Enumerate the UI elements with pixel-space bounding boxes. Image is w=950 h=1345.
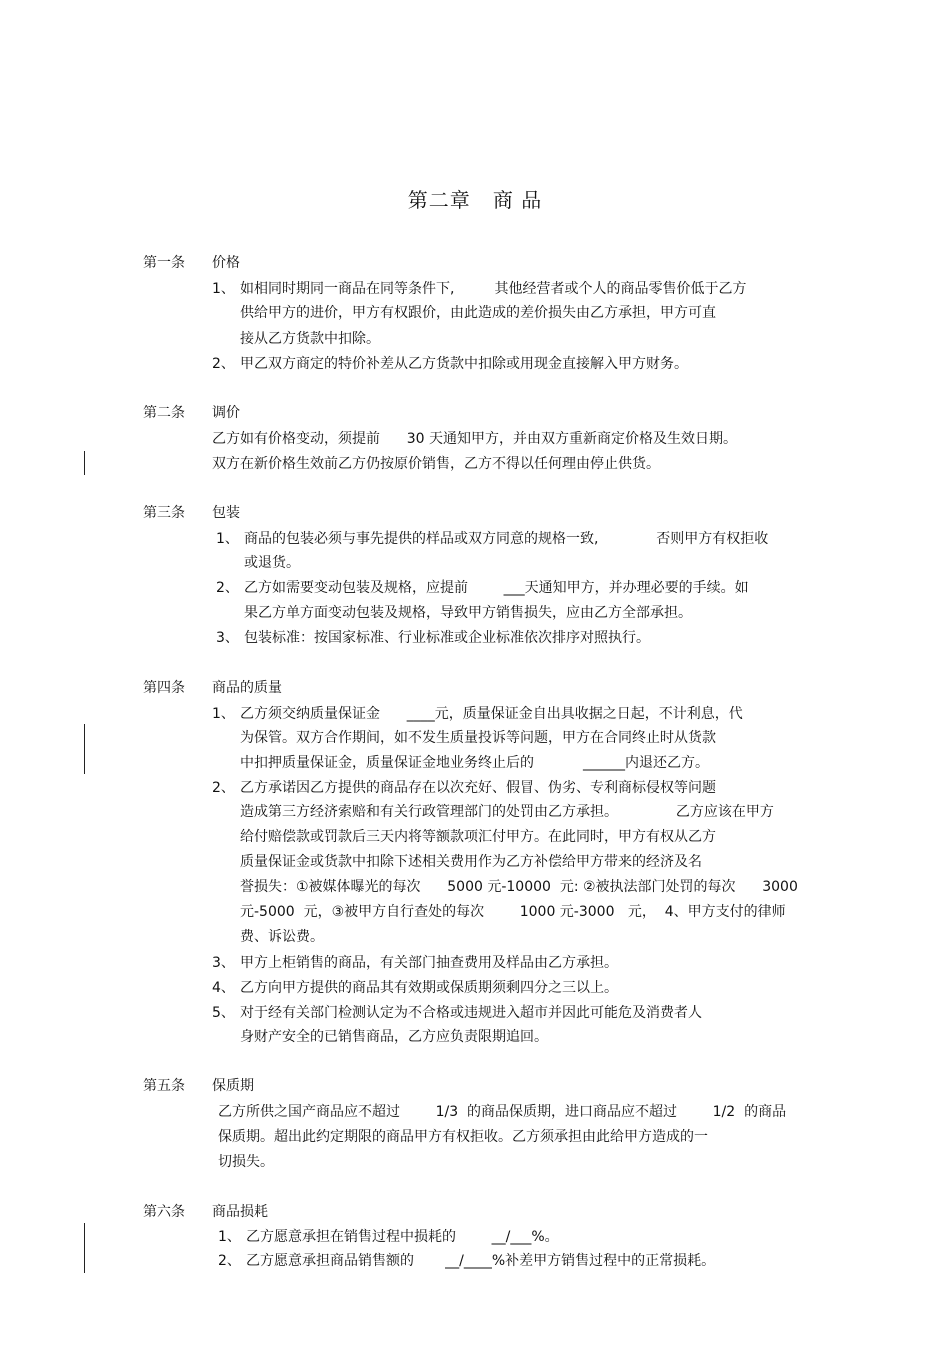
article-title: 商品的质量 bbox=[212, 680, 282, 696]
text-line: 中扣押质量保证金，质量保证金地业务终止后的 ______内退还乙方。 bbox=[240, 755, 709, 771]
text-line: 元-5000 元，③被甲方自行查处的每次 1000 元-3000 元， 4、甲方支付的律师 bbox=[240, 904, 786, 920]
text-line: 身财产安全的已销售商品，乙方应负责限期追回。 bbox=[240, 1029, 548, 1045]
item-number: 5、 bbox=[212, 1005, 235, 1021]
text-line: 誉损失：①被媒体曝光的每次 5000 元-10000 元: ②被执法部门处罚的每次 3000 bbox=[240, 879, 798, 895]
item-number: 1、 bbox=[212, 281, 235, 297]
text-line: 乙方向甲方提供的商品其有效期或保质期须剩四分之三以上。 bbox=[240, 980, 618, 996]
text-line: 或退货。 bbox=[244, 555, 300, 571]
item-number: 1、 bbox=[216, 531, 239, 547]
text-line: 质量保证金或货款中扣除下述相关费用作为乙方补偿给甲方带来的经济及名 bbox=[240, 854, 702, 870]
item-number: 2、 bbox=[212, 780, 235, 796]
item-number: 4、 bbox=[212, 980, 235, 996]
text-line: 乙方如有价格变动，须提前 30 天通知甲方，并由双方重新商定价格及生效日期。 bbox=[212, 431, 737, 447]
text-line: 包装标准：按国家标准、行业标准或企业标准依次排序对照执行。 bbox=[244, 630, 650, 646]
text-line: 对于经有关部门检测认定为不合格或违规进入超市并因此可能危及消费者人 bbox=[240, 1005, 702, 1021]
chapter-title: 第二章 商 品 bbox=[407, 188, 543, 212]
text-line: 甲乙双方商定的特价补差从乙方货款中扣除或用现金直接解入甲方财务。 bbox=[240, 356, 688, 372]
revision-bar bbox=[84, 724, 85, 774]
article-label: 第四条 bbox=[143, 680, 185, 696]
item-number: 1、 bbox=[218, 1229, 241, 1245]
article-label: 第三条 bbox=[143, 505, 185, 521]
text-line: 乙方承诺因乙方提供的商品存在以次充好、假冒、伪劣、专利商标侵权等问题 bbox=[240, 780, 716, 796]
text-line: 乙方如需要变动包装及规格，应提前 ___天通知甲方，并办理必要的手续。如 bbox=[244, 580, 749, 596]
text-line: 乙方须交纳质量保证金 ____元，质量保证金自出具收据之日起，不计利息，代 bbox=[240, 706, 743, 722]
item-number: 3、 bbox=[216, 630, 239, 646]
item-number: 3、 bbox=[212, 955, 235, 971]
article-label: 第六条 bbox=[143, 1204, 185, 1220]
text-line: 乙方愿意承担在销售过程中损耗的 __/___%。 bbox=[246, 1229, 559, 1245]
article-title: 保质期 bbox=[212, 1078, 254, 1094]
text-line: 造成第三方经济索赔和有关行政管理部门的处罚由乙方承担。 乙方应该在甲方 bbox=[240, 804, 774, 820]
text-line: 乙方所供之国产商品应不超过 1/3 的商品保质期，进口商品应不超过 1/2 的商品 bbox=[218, 1104, 787, 1120]
revision-bar bbox=[84, 451, 85, 475]
text-line: 给付赔偿款或罚款后三天内将等额款项汇付甲方。在此同时，甲方有权从乙方 bbox=[240, 829, 716, 845]
item-number: 2、 bbox=[212, 356, 235, 372]
item-number: 2、 bbox=[216, 580, 239, 596]
text-line: 为保管。双方合作期间，如不发生质量投诉等问题，甲方在合同终止时从货款 bbox=[240, 730, 716, 746]
item-number: 1、 bbox=[212, 706, 235, 722]
article-title: 调价 bbox=[212, 405, 240, 421]
text-line: 切损失。 bbox=[218, 1154, 274, 1170]
text-line: 乙方愿意承担商品销售额的 __/____%补差甲方销售过程中的正常损耗。 bbox=[246, 1253, 716, 1269]
article-label: 第一条 bbox=[143, 255, 185, 271]
text-line: 果乙方单方面变动包装及规格，导致甲方销售损失，应由乙方全部承担。 bbox=[244, 605, 692, 621]
text-line: 甲方上柜销售的商品，有关部门抽查费用及样品由乙方承担。 bbox=[240, 955, 618, 971]
text-line: 费、诉讼费。 bbox=[240, 929, 324, 945]
text-line: 商品的包装必须与事先提供的样品或双方同意的规格一致, 否则甲方有权拒收 bbox=[244, 531, 769, 547]
article-title: 商品损耗 bbox=[212, 1204, 268, 1220]
text-line: 如相同时期同一商品在同等条件下, 其他经营者或个人的商品零售价低于乙方 bbox=[240, 281, 747, 297]
text-line: 双方在新价格生效前乙方仍按原价销售，乙方不得以任何理由停止供货。 bbox=[212, 456, 660, 472]
article-title: 包装 bbox=[212, 505, 240, 521]
article-label: 第五条 bbox=[143, 1078, 185, 1094]
revision-bar bbox=[84, 1223, 85, 1273]
text-line: 接从乙方货款中扣除。 bbox=[240, 331, 380, 347]
text-line: 供给甲方的进价，甲方有权跟价，由此造成的差价损失由乙方承担，甲方可直 bbox=[240, 305, 716, 321]
item-number: 2、 bbox=[218, 1253, 241, 1269]
text-line: 保质期。超出此约定期限的商品甲方有权拒收。乙方须承担由此给甲方造成的一 bbox=[218, 1129, 708, 1145]
article-label: 第二条 bbox=[143, 405, 185, 421]
article-title: 价格 bbox=[212, 255, 240, 271]
